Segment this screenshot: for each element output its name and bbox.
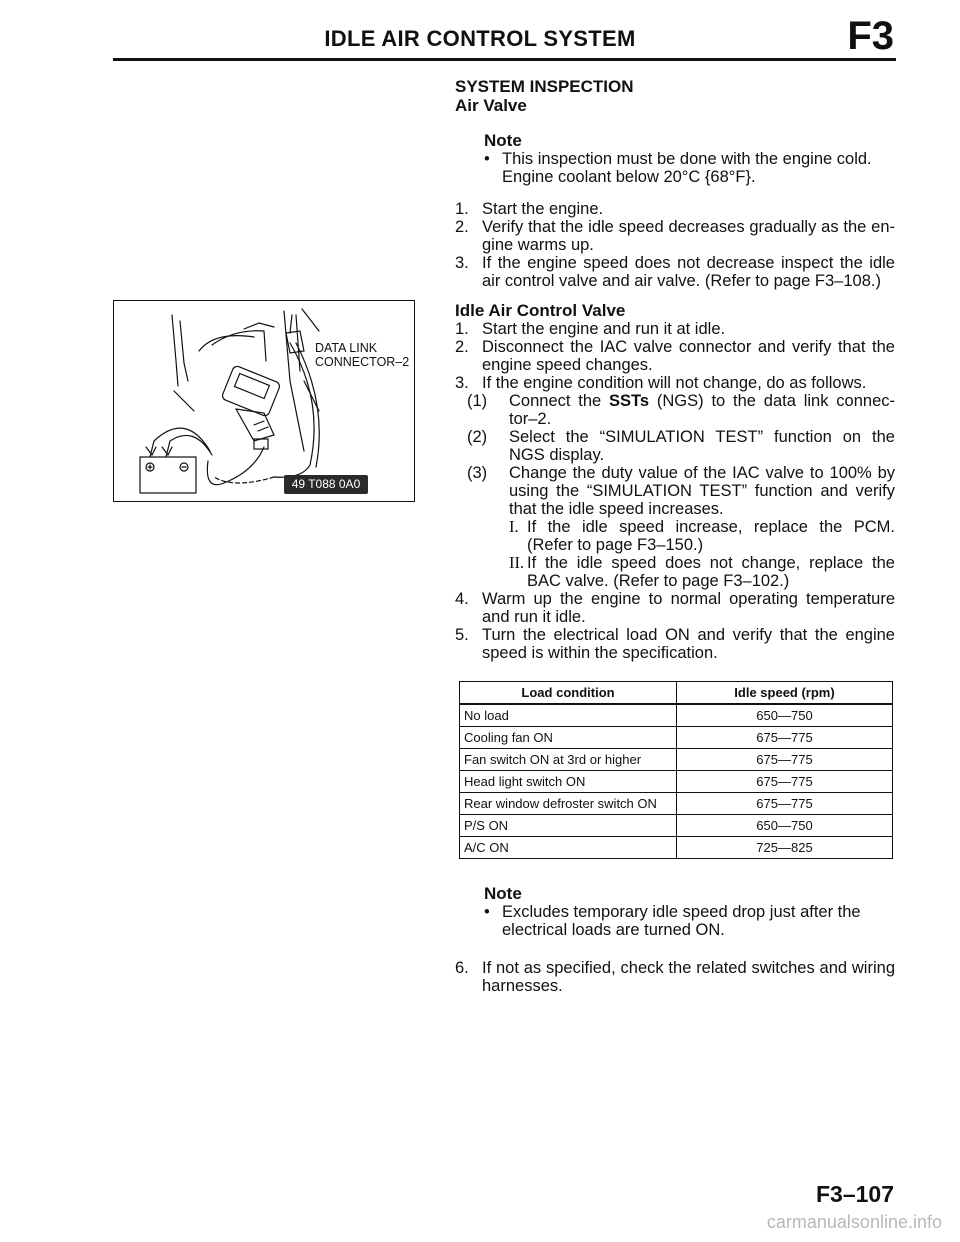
table-header-row (460, 682, 893, 705)
step-item (455, 959, 895, 995)
table-row (460, 837, 893, 859)
step-item (455, 590, 895, 626)
section-code: F3 (847, 14, 894, 58)
note-title: Note (484, 131, 522, 150)
note-block (484, 132, 895, 186)
ngs-connection-illustration (114, 301, 415, 502)
idle-speed-cell: 675—775 (677, 793, 893, 815)
table-row (460, 771, 893, 793)
step-number: 5. (455, 626, 469, 644)
step-text: Warm up the engine to normal operating temperature and run it idle. (482, 590, 895, 626)
note-title: Note (484, 884, 522, 903)
step-text: If the engine speed does not decrease inspect the idle air control valve and air valve. (Refer to page F3–108.) (482, 254, 895, 290)
idle-speed-cell: 725—825 (677, 837, 893, 859)
sub-step-item (467, 428, 895, 464)
step-number: 3. (455, 254, 469, 272)
sub-step-text-post: (NGS) to the data link connec-tor–2. (509, 392, 895, 428)
step-number: 2. (455, 218, 469, 236)
sub-step-item (467, 464, 895, 518)
load-condition-cell: A/C ON (460, 837, 677, 859)
data-link-label-line1: DATA LINK (315, 341, 378, 355)
step-number: 6. (455, 959, 469, 977)
load-condition-cell: Head light switch ON (460, 771, 677, 793)
sub-step-text-pre: Connect the (509, 392, 610, 410)
roman-step-text: If the idle speed does not change, replace the BAC valve. (Refer to page F3–102.) (527, 554, 895, 590)
main-content (455, 77, 895, 995)
roman-step-number: I. (509, 517, 519, 536)
step-number: 1. (455, 320, 469, 338)
roman-step-item (509, 554, 895, 590)
table-row (460, 704, 893, 727)
idle-speed-cell: 675—775 (677, 749, 893, 771)
load-condition-cell: P/S ON (460, 815, 677, 837)
roman-step-number: II. (509, 553, 525, 572)
table-row (460, 727, 893, 749)
figure-code-badge: 49 T088 0A0 (284, 475, 368, 494)
step-text: Turn the electrical load ON and verify that the engine speed is within the specification. (482, 626, 895, 662)
header-rule (113, 58, 896, 61)
section-heading: SYSTEM INSPECTION (455, 77, 634, 96)
data-link-label-line2: CONNECTOR–2 (315, 355, 410, 369)
step-item (455, 200, 895, 218)
step-number: 1. (455, 200, 469, 218)
step-item (455, 626, 895, 662)
iac-heading: Idle Air Control Valve (455, 301, 626, 320)
table-row (460, 815, 893, 837)
sub-step-number: (3) (467, 464, 488, 482)
table-row (460, 793, 893, 815)
idle-speed-cell: 650—750 (677, 704, 893, 727)
column-header-load-condition: Load condition (460, 682, 677, 705)
idle-speed-cell: 675—775 (677, 771, 893, 793)
load-condition-cell: Cooling fan ON (460, 727, 677, 749)
idle-speed-cell: 650—750 (677, 815, 893, 837)
step-item (455, 320, 895, 338)
step-number: 4. (455, 590, 469, 608)
step-number: 3. (455, 374, 469, 392)
page-title: IDLE AIR CONTROL SYSTEM (324, 26, 636, 51)
roman-step-text: If the idle speed increase, replace the PCM. (Refer to page F3–150.) (527, 518, 895, 554)
step-item (455, 218, 895, 254)
note-item: • This inspection must be done with the engine cold. Engine coolant below 20°C {68°F}. (484, 150, 895, 186)
step-text: Verify that the idle speed decreases gradually as the en-gine warms up. (482, 218, 895, 254)
sub-step-item (467, 392, 895, 428)
load-condition-cell: Rear window defroster switch ON (460, 793, 677, 815)
step-text: Disconnect the IAC valve connector and verify that the engine speed changes. (482, 338, 895, 374)
air-valve-steps (455, 200, 895, 290)
sub-step-text: Change the duty value of the IAC valve to 100% by using the “SIMULATION TEST” function and verify that the idle speed increases. (509, 464, 895, 518)
step-text: Start the engine. (482, 200, 604, 218)
data-link-connector-label (315, 341, 409, 369)
watermark: carmanualsonline.info (766, 1212, 942, 1232)
step-text: If not as specified, check the related switches and wiring harnesses. (482, 959, 895, 995)
step-number: 2. (455, 338, 469, 356)
step-item (455, 374, 895, 392)
load-condition-cell: No load (460, 704, 677, 727)
table-row (460, 749, 893, 771)
idle-speed-spec-table (459, 681, 893, 859)
step-item (455, 338, 895, 374)
column-header-idle-speed: Idle speed (rpm) (677, 682, 893, 705)
sub-step-text: Select the “SIMULATION TEST” function on the NGS display. (509, 428, 895, 464)
note-block-2 (484, 885, 895, 939)
note-item: • Excludes temporary idle speed drop just after the electrical loads are turned ON. (484, 903, 895, 939)
sub-step-number: (2) (467, 428, 488, 446)
ngs-connection-figure (113, 300, 415, 502)
sub-step-number: (1) (467, 392, 488, 410)
step-item (455, 254, 895, 290)
sub-step-text (509, 392, 895, 428)
idle-speed-cell: 675—775 (677, 727, 893, 749)
section-subheading: Air Valve (455, 96, 527, 115)
roman-step-item (509, 518, 895, 554)
page-number: F3–107 (815, 1181, 894, 1207)
sst-term: SSTs (609, 392, 650, 410)
step-text: Start the engine and run it at idle. (482, 320, 726, 338)
step-text: If the engine condition will not change, do as follows. (482, 374, 867, 392)
load-condition-cell: Fan switch ON at 3rd or higher (460, 749, 677, 771)
